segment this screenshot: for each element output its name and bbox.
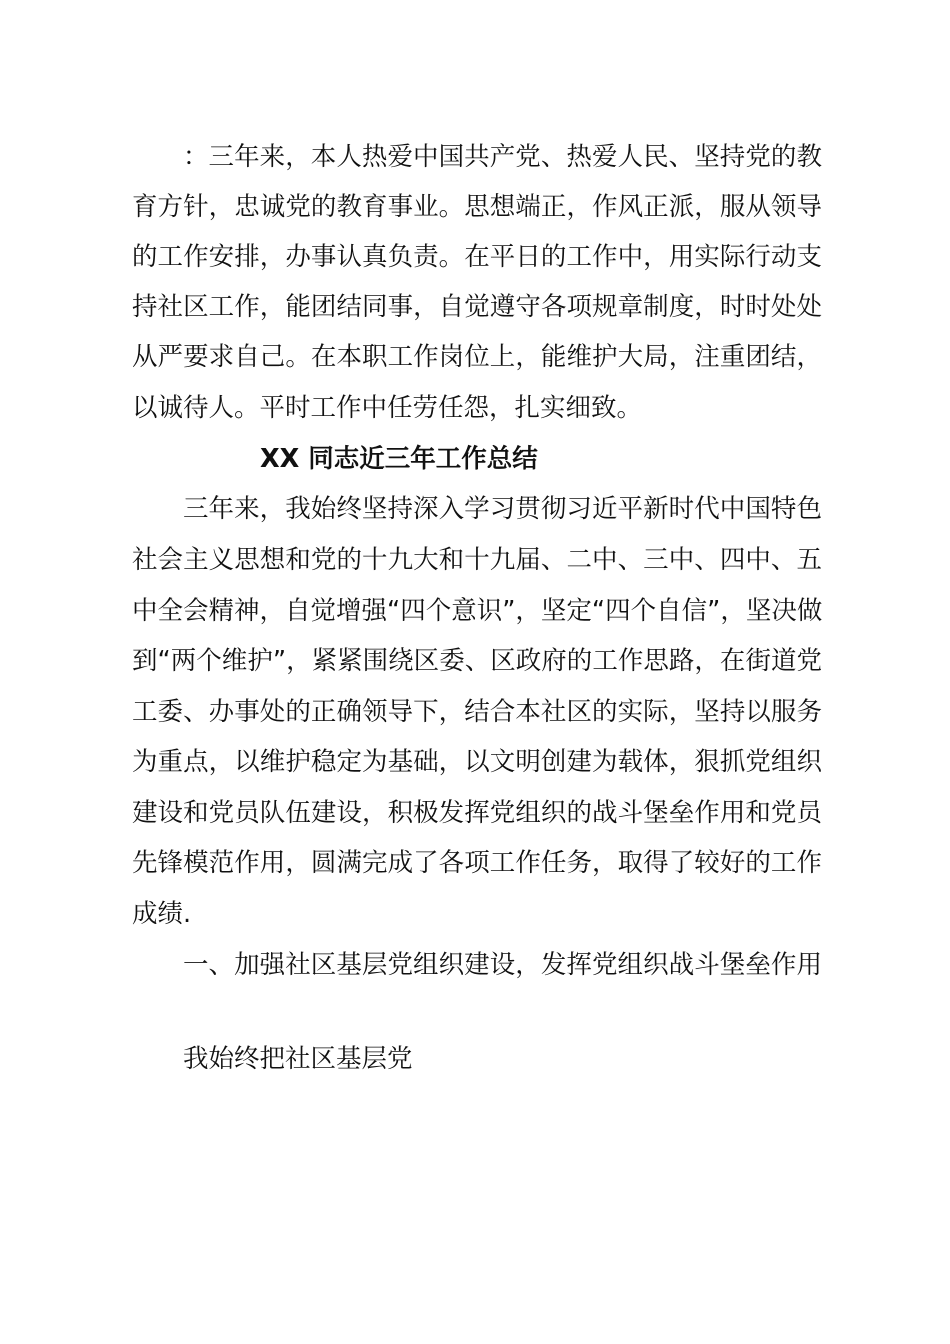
body-line: 中全会精神，自觉增强“四个意识”，坚定“四个自信”，坚决做 [132, 596, 823, 626]
body-line: 工委、办事处的正确领导下，结合本社区的实际，坚持以服务 [132, 697, 822, 727]
intro-line: 从严要求自己。在本职工作岗位上，能维护大局，注重团结， [132, 342, 822, 372]
section-heading: 一、加强社区基层党组织建设，发挥党组织战斗堡垒作用 [183, 950, 822, 980]
body-line: 成绩. [132, 899, 192, 929]
body-line: 到“两个维护”，紧紧围绕区委、区政府的工作思路，在街道党 [132, 646, 822, 676]
body-line: 先锋模范作用，圆满完成了各项工作任务，取得了较好的工作 [132, 848, 822, 878]
intro-line: ：三年来，本人热爱中国共产党、热爱人民、坚持党的教 [183, 142, 822, 172]
body-line: 为重点，以维护稳定为基础，以文明创建为载体，狠抓党组织 [132, 747, 822, 777]
intro-line: 持社区工作，能团结同事，自觉遵守各项规章制度，时时处处 [132, 292, 822, 322]
body-line: 三年来，我始终坚持深入学习贯彻习近平新时代中国特色 [183, 494, 822, 524]
document-title: XX 同志近三年工作总结 [260, 444, 538, 474]
intro-line: 育方针，忠诚党的教育事业。思想端正，作风正派，服从领导 [132, 192, 822, 222]
body-line: 建设和党员队伍建设，积极发挥党组织的战斗堡垒作用和党员 [132, 798, 822, 828]
body-line: 社会主义思想和党的十九大和十九届、二中、三中、四中、五 [132, 545, 822, 575]
trailing-text: 我始终把社区基层党 [183, 1044, 413, 1074]
intro-line: 以诚待人。平时工作中任劳任怨，扎实细致。 [132, 393, 643, 423]
intro-line: 的工作安排，办事认真负责。在平日的工作中，用实际行动支 [132, 242, 822, 272]
